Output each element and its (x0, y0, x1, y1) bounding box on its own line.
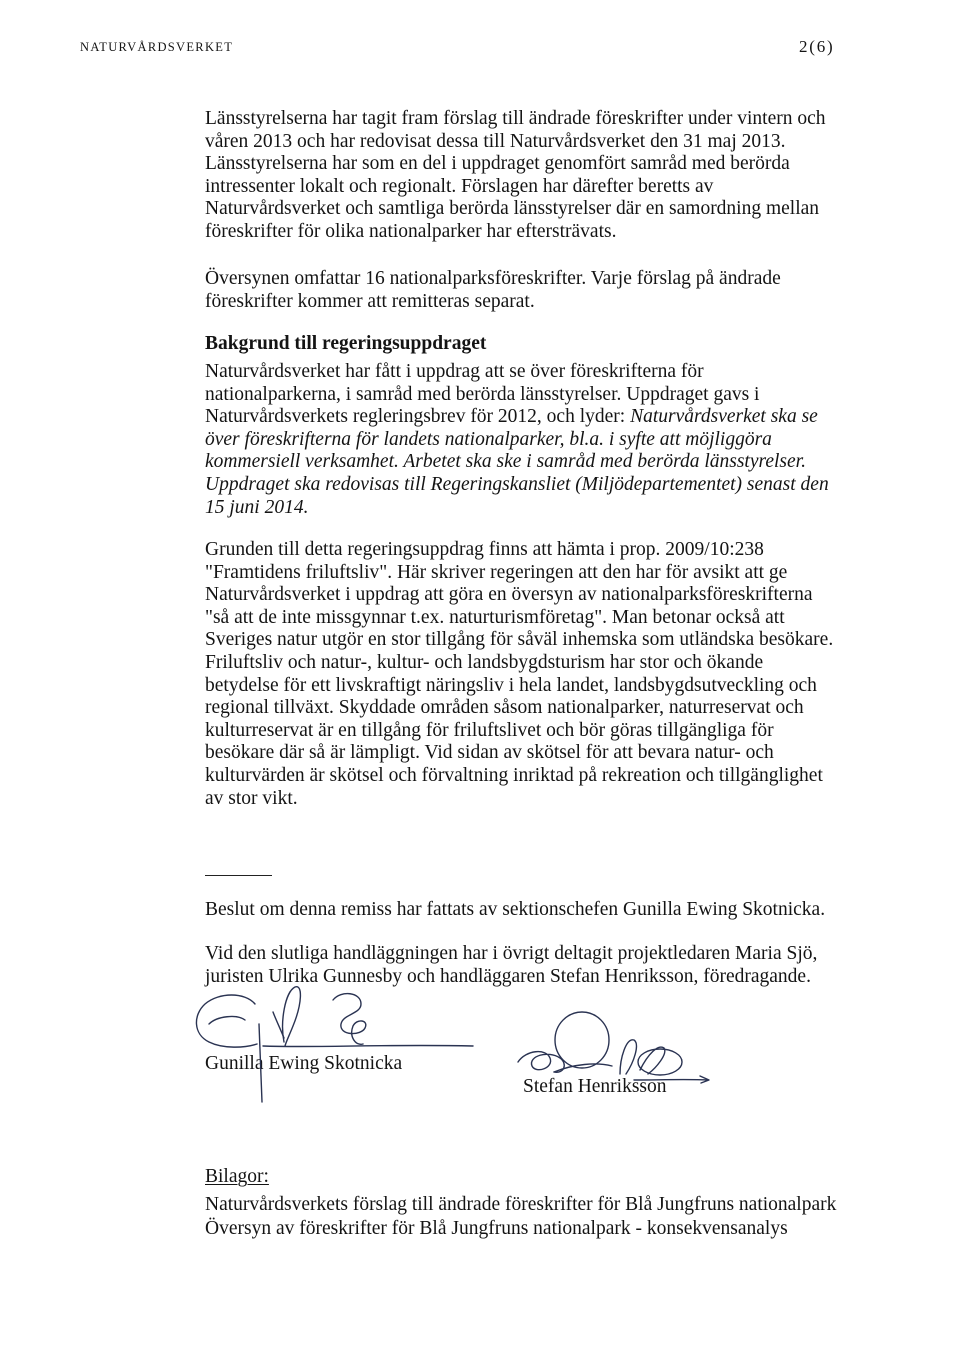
text-span: Sveriges natur utgör en stor tillgång för såväl inhemska som utländska besökare. (205, 629, 834, 651)
text-line (205, 539, 833, 562)
text-span: regional tillväxt. Skyddade områden såsom nationalparker, naturreservat och (205, 697, 804, 719)
text-span: Naturvårdsverket i uppdrag att göra en översyn av nationalparksföreskrifterna (205, 584, 813, 606)
text-line (205, 108, 826, 131)
handwritten-signature-gunilla (185, 978, 485, 1110)
section-heading: Bakgrund till regeringsuppdraget (205, 333, 487, 354)
text-line (205, 268, 781, 291)
text-line (205, 198, 826, 221)
signature-stroke (555, 1012, 609, 1068)
text-span: Naturvårdsverkets regleringsbrev för 2012, och lyder: (205, 406, 631, 428)
background-paragraph (205, 539, 833, 810)
signature-stroke (283, 987, 301, 1046)
decision-statement: Beslut om denna remiss har fattats av sektionschefen Gunilla Ewing Skotnicka. (205, 899, 826, 920)
text-line (205, 474, 829, 497)
text-line (205, 221, 826, 244)
text-line (205, 943, 817, 966)
italic-text: 15 juni 2014. (205, 496, 309, 518)
text-span: Grunden till detta regeringsuppdrag finns att hämta i prop. 2009/10:238 (205, 539, 764, 560)
page-number: 2(6) (799, 37, 835, 56)
text-span: nationalparkerna, i samråd med berörda länsstyrelser. Uppdraget gavs i (205, 383, 760, 405)
text-line (205, 562, 833, 585)
separator-line (205, 875, 272, 876)
italic-text: Naturvårdsverket ska se (630, 406, 818, 428)
text-line (205, 788, 833, 811)
assignment-paragraph (205, 361, 829, 519)
text-line (205, 652, 833, 675)
text-span: "så att de inte missgynnar t.ex. naturturismföretag". Man betonar också att (205, 606, 785, 628)
text-line (205, 131, 826, 154)
signature-stroke (518, 1052, 564, 1073)
text-line (205, 697, 833, 720)
text-line (205, 406, 829, 429)
text-line (205, 720, 833, 743)
text-span: våren 2013 och har redovisat dessa till Naturvårdsverket den 31 maj 2013. (205, 130, 786, 152)
text-span: Naturvårdsverket har fått i uppdrag att se över föreskrifterna för (205, 361, 704, 382)
text-line (205, 361, 829, 384)
signer-name-stefan: Stefan Henriksson (523, 1076, 667, 1097)
text-line (205, 629, 833, 652)
signature-stroke (196, 995, 257, 1047)
text-span: besökare där så är lämpligt. Vid sidan av skötsel för att bevara natur- och (205, 742, 774, 764)
signature-stroke (259, 1024, 262, 1102)
text-span: betydelse för ett livskraftigt näringsliv i hela landet, landsbygdsutveckling och (205, 674, 817, 696)
text-line (205, 153, 826, 176)
text-span: Översynen omfattar 16 nationalparksföreskrifter. Varje förslag på ändrade (205, 268, 781, 289)
text-line (205, 291, 781, 314)
attachment-item: Översyn av föreskrifter för Blå Jungfruns nationalpark - konsekvensanalys (205, 1218, 788, 1239)
text-span: Länsstyrelserna har tagit fram förslag till ändrade föreskrifter under vintern och (205, 108, 826, 129)
signature-stroke (263, 1045, 473, 1046)
text-line (205, 607, 833, 630)
signer-name-gunilla: Gunilla Ewing Skotnicka (205, 1053, 403, 1074)
text-span: intressenter lokalt och regionalt. Förslagen har därefter beretts av (205, 175, 714, 197)
italic-text: över föreskrifterna för landets nationalparker, bl.a. i syfte att möjliggöra (205, 428, 772, 450)
text-line (205, 497, 829, 520)
italic-text: kommersiell verksamhet. Arbetet ska ske i samråd med berörda länsstyrelser. (205, 451, 806, 473)
text-span: Vid den slutliga handläggningen har i övrigt deltagit projektledaren Maria Sjö, (205, 943, 818, 964)
text-span: av stor vikt. (205, 787, 298, 809)
text-span: Länsstyrelserna har som en del i uppdraget genomfört samråd med berörda (205, 153, 790, 175)
text-line (205, 584, 833, 607)
header-organization: NATURVÅRDSVERKET (80, 40, 234, 54)
text-span: Naturvårdsverket och samtliga berörda länsstyrelser där en samordning mellan (205, 198, 820, 220)
text-line (205, 765, 833, 788)
handwritten-signature-stefan (508, 1004, 718, 1100)
attachment-item: Naturvårdsverkets förslag till ändrade föreskrifter för Blå Jungfruns nationalpark (205, 1194, 837, 1215)
text-line (205, 675, 833, 698)
text-span: föreskrifter kommer att remitteras separat. (205, 290, 535, 312)
text-line (205, 451, 829, 474)
attachments-label: Bilagor: (205, 1166, 269, 1187)
italic-text: Uppdraget ska redovisas till Regeringskansliet (Miljödepartementet) senast den (205, 473, 829, 495)
text-line (205, 384, 829, 407)
text-line (205, 176, 826, 199)
intro-paragraph (205, 108, 826, 244)
text-span: juristen Ulrika Gunnesby och handläggaren Stefan Henriksson, föredragande. (205, 965, 811, 987)
text-line (205, 742, 833, 765)
attachments-list (205, 1193, 836, 1241)
text-span: Friluftsliv och natur-, kultur- och landsbygdsturism har stor och ökande (205, 651, 764, 673)
scope-paragraph (205, 268, 781, 313)
text-span: kulturvärden är skötsel och förvaltning inriktad på rekreation och tillgänglighet (205, 764, 823, 786)
signature-stroke (209, 1017, 245, 1024)
text-span: "Framtidens friluftsliv". Här skriver regeringen att den har för avsikt att ge (205, 561, 788, 583)
text-line (205, 429, 829, 452)
signature-stroke (620, 1040, 636, 1074)
text-span: föreskrifter för olika nationalparker har eftersträvats. (205, 220, 617, 242)
signature-stroke (333, 994, 366, 1045)
text-span: kulturreservat är en tillgång för friluftslivet och bör göras tillgängliga för (205, 719, 774, 741)
